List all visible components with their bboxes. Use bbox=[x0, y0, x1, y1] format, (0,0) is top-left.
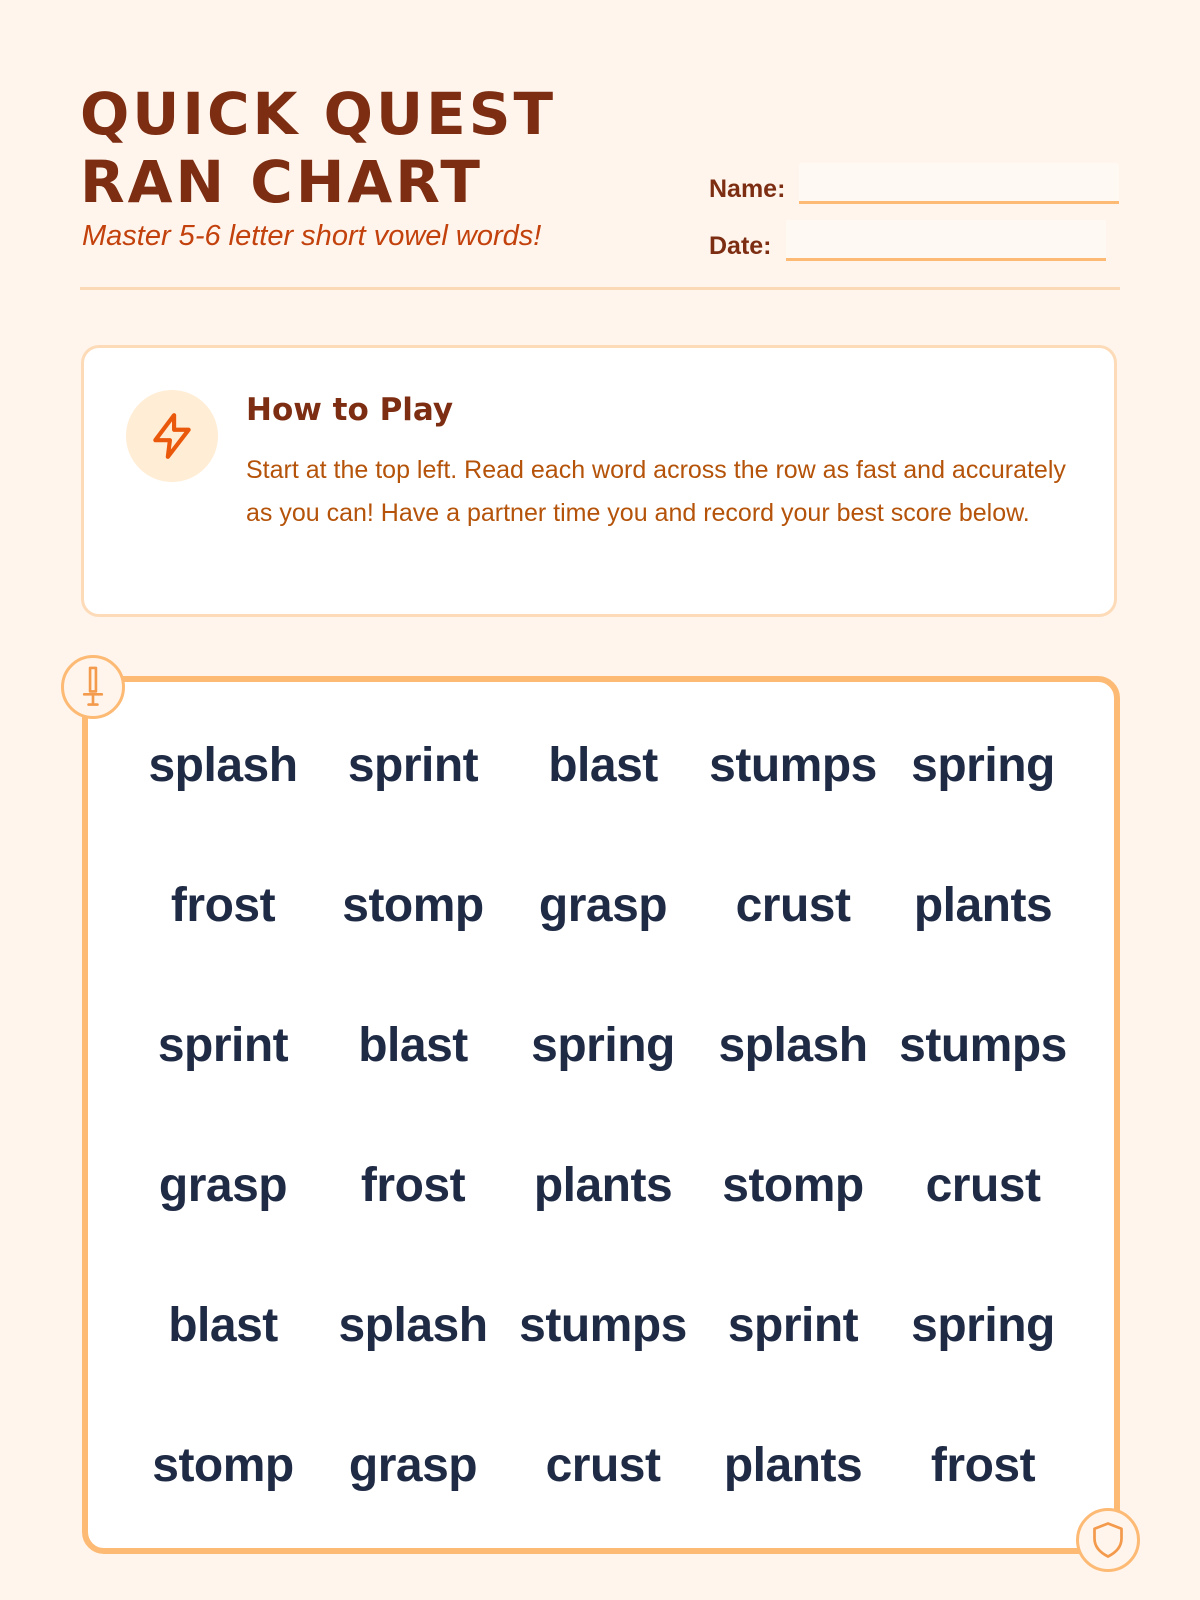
word-cell: stomp bbox=[152, 1438, 294, 1492]
word-cell: spring bbox=[531, 1018, 675, 1072]
word-cell: blast bbox=[168, 1298, 278, 1352]
name-field-group bbox=[709, 163, 1119, 204]
instructions-card bbox=[81, 345, 1117, 617]
word-cell: sprint bbox=[347, 738, 479, 792]
instructions-text: Start at the top left. Read each word across the row as fast and accurately as you can! Have a partner time you and record your best score below. bbox=[246, 456, 1066, 527]
word-cell: sprint bbox=[157, 1018, 289, 1072]
word-grid bbox=[128, 695, 1078, 1535]
title-line-2: RAN CHART bbox=[80, 148, 483, 216]
word-cell: frost bbox=[360, 1158, 466, 1212]
shield-icon bbox=[1076, 1508, 1140, 1572]
name-label: Name: bbox=[709, 175, 786, 203]
sword-icon bbox=[61, 655, 125, 719]
word-cell: crust bbox=[545, 1438, 661, 1492]
lightning-icon bbox=[126, 390, 218, 482]
date-input[interactable] bbox=[786, 220, 1106, 261]
page-subtitle: Master 5-6 letter short vowel words! bbox=[82, 220, 542, 252]
word-cell: blast bbox=[358, 1018, 468, 1072]
date-field-group bbox=[709, 220, 1106, 261]
word-cell: plants bbox=[723, 1438, 863, 1492]
title-line-1: QUICK QUEST bbox=[80, 80, 557, 148]
word-cell: stomp bbox=[342, 878, 484, 932]
name-input[interactable] bbox=[799, 163, 1119, 204]
word-cell: stumps bbox=[899, 1018, 1067, 1072]
word-cell: grasp bbox=[538, 878, 668, 932]
word-cell: frost bbox=[930, 1438, 1036, 1492]
page-title bbox=[80, 80, 556, 216]
word-cell: stumps bbox=[519, 1298, 687, 1352]
word-cell: spring bbox=[911, 738, 1055, 792]
word-cell: splash bbox=[338, 1298, 488, 1352]
header-divider bbox=[80, 287, 1120, 290]
word-cell: frost bbox=[170, 878, 276, 932]
word-cell: splash bbox=[148, 738, 298, 792]
word-cell: spring bbox=[911, 1298, 1055, 1352]
word-cell: plants bbox=[533, 1158, 673, 1212]
word-cell: plants bbox=[913, 878, 1053, 932]
word-cell: blast bbox=[548, 738, 658, 792]
instructions-title: How to Play bbox=[246, 392, 454, 428]
word-cell: stomp bbox=[722, 1158, 864, 1212]
word-cell: splash bbox=[718, 1018, 868, 1072]
word-cell: sprint bbox=[727, 1298, 859, 1352]
word-cell: grasp bbox=[158, 1158, 288, 1212]
date-label: Date: bbox=[709, 232, 772, 260]
word-cell: grasp bbox=[348, 1438, 478, 1492]
word-cell: crust bbox=[925, 1158, 1041, 1212]
word-cell: crust bbox=[735, 878, 851, 932]
word-cell: stumps bbox=[709, 738, 877, 792]
